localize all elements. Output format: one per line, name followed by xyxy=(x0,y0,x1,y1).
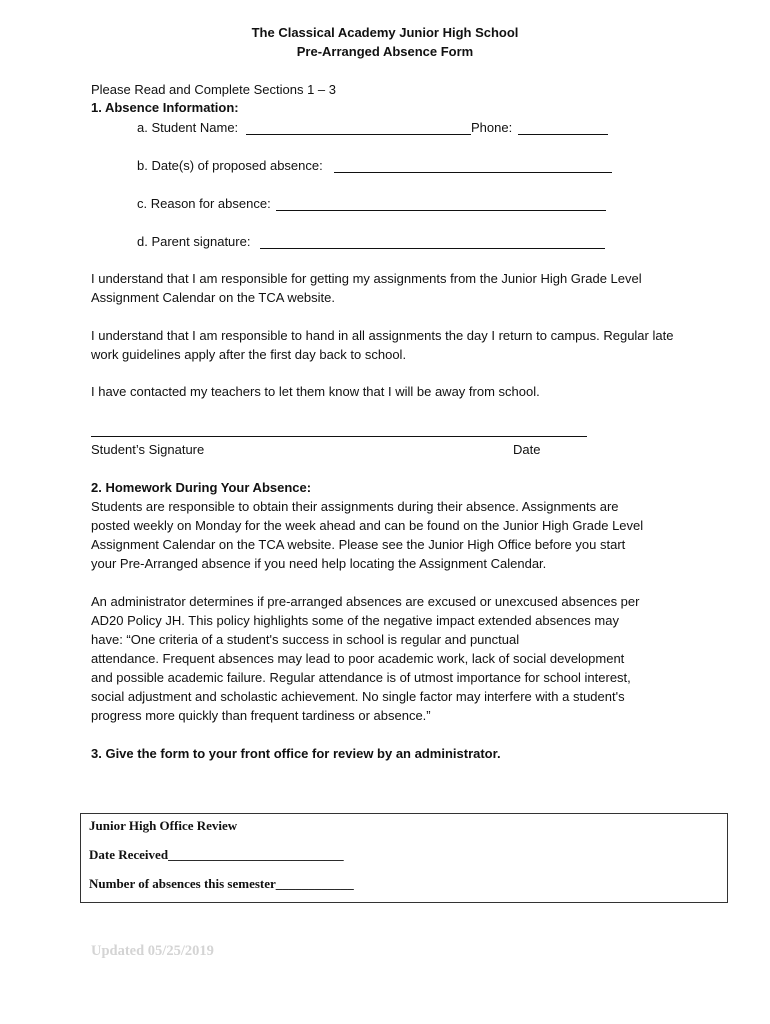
statement-assignments xyxy=(91,270,691,307)
absences-count-label: Number of absences this semester xyxy=(89,876,276,891)
student-name-label: a. Student Name: xyxy=(137,120,239,135)
policy-line: have: “One criteria of a student's success in school is regular and punctual xyxy=(91,632,520,647)
absences-count-field[interactable]: ____________ xyxy=(275,876,354,891)
date-received-field[interactable]: ___________________________ xyxy=(168,847,344,862)
intro-text: Please Read and Complete Sections 1 – 3 xyxy=(91,82,336,97)
section2-heading: 2. Homework During Your Absence: xyxy=(91,480,312,495)
policy-line: social adjustment and scholastic achievement. No single factor may interfere with a student's xyxy=(91,689,625,704)
policy-line: progress more quickly than frequent tardiness or absence.” xyxy=(91,708,431,723)
student-name-field[interactable] xyxy=(246,134,471,135)
absences-row xyxy=(89,875,354,893)
statement-text: I understand that I am responsible to hand in all assignments the day I return to campus. Regular late work guidelines apply after the first day back to school. xyxy=(91,328,674,362)
dates-label: b. Date(s) of proposed absence: xyxy=(137,158,323,173)
section3-heading: 3. Give the form to your front office for review by an administrator. xyxy=(91,746,501,761)
reason-field[interactable] xyxy=(276,210,606,211)
section1-heading: 1. Absence Information: xyxy=(91,100,239,115)
reason-label: c. Reason for absence: xyxy=(137,196,271,211)
statement-text: I have contacted my teachers to let them know that I will be away from school. xyxy=(91,384,540,399)
homework-line: Students are responsible to obtain their assignments during their absence. Assignments are xyxy=(91,499,619,514)
policy-line: attendance. Frequent absences may lead to poor academic work, lack of social development xyxy=(91,651,625,666)
statement-contacted-teachers xyxy=(91,383,691,402)
policy-line: An administrator determines if pre-arranged absences are excused or unexcused absences per xyxy=(91,594,640,609)
form-title: Pre-Arranged Absence Form xyxy=(296,44,474,59)
phone-label: Phone: xyxy=(471,120,513,135)
policy-line: and possible academic failure. Regular attendance is of utmost importance for school interest, xyxy=(91,670,631,685)
student-signature-field[interactable] xyxy=(91,436,587,437)
dates-field[interactable] xyxy=(334,172,612,173)
student-signature-label: Student’s Signature xyxy=(91,442,205,457)
signature-date-label: Date xyxy=(513,442,541,457)
statement-hand-in xyxy=(91,327,691,364)
date-received-row xyxy=(89,846,344,864)
date-received-label: Date Received xyxy=(89,847,169,862)
statement-text: I understand that I am responsible for getting my assignments from the Junior High Grade Level Assignment Calendar on the TCA website. xyxy=(91,271,642,305)
office-review-title: Junior High Office Review xyxy=(89,818,238,833)
updated-date: Updated 05/25/2019 xyxy=(91,943,214,959)
parent-signature-label: d. Parent signature: xyxy=(137,234,251,249)
policy-line: AD20 Policy JH. This policy highlights some of the negative impact extended absences may xyxy=(91,613,619,628)
homework-line: posted weekly on Monday for the week ahead and can be found on the Junior High Grade Level xyxy=(91,518,644,533)
school-name: The Classical Academy Junior High School xyxy=(251,25,519,40)
homework-line: your Pre-Arranged absence if you need help locating the Assignment Calendar. xyxy=(91,556,547,571)
parent-signature-field[interactable] xyxy=(260,248,605,249)
homework-line: Assignment Calendar on the TCA website. Please see the Junior High Office before you start xyxy=(91,537,626,552)
phone-field[interactable] xyxy=(518,134,608,135)
office-review-box xyxy=(80,813,728,903)
